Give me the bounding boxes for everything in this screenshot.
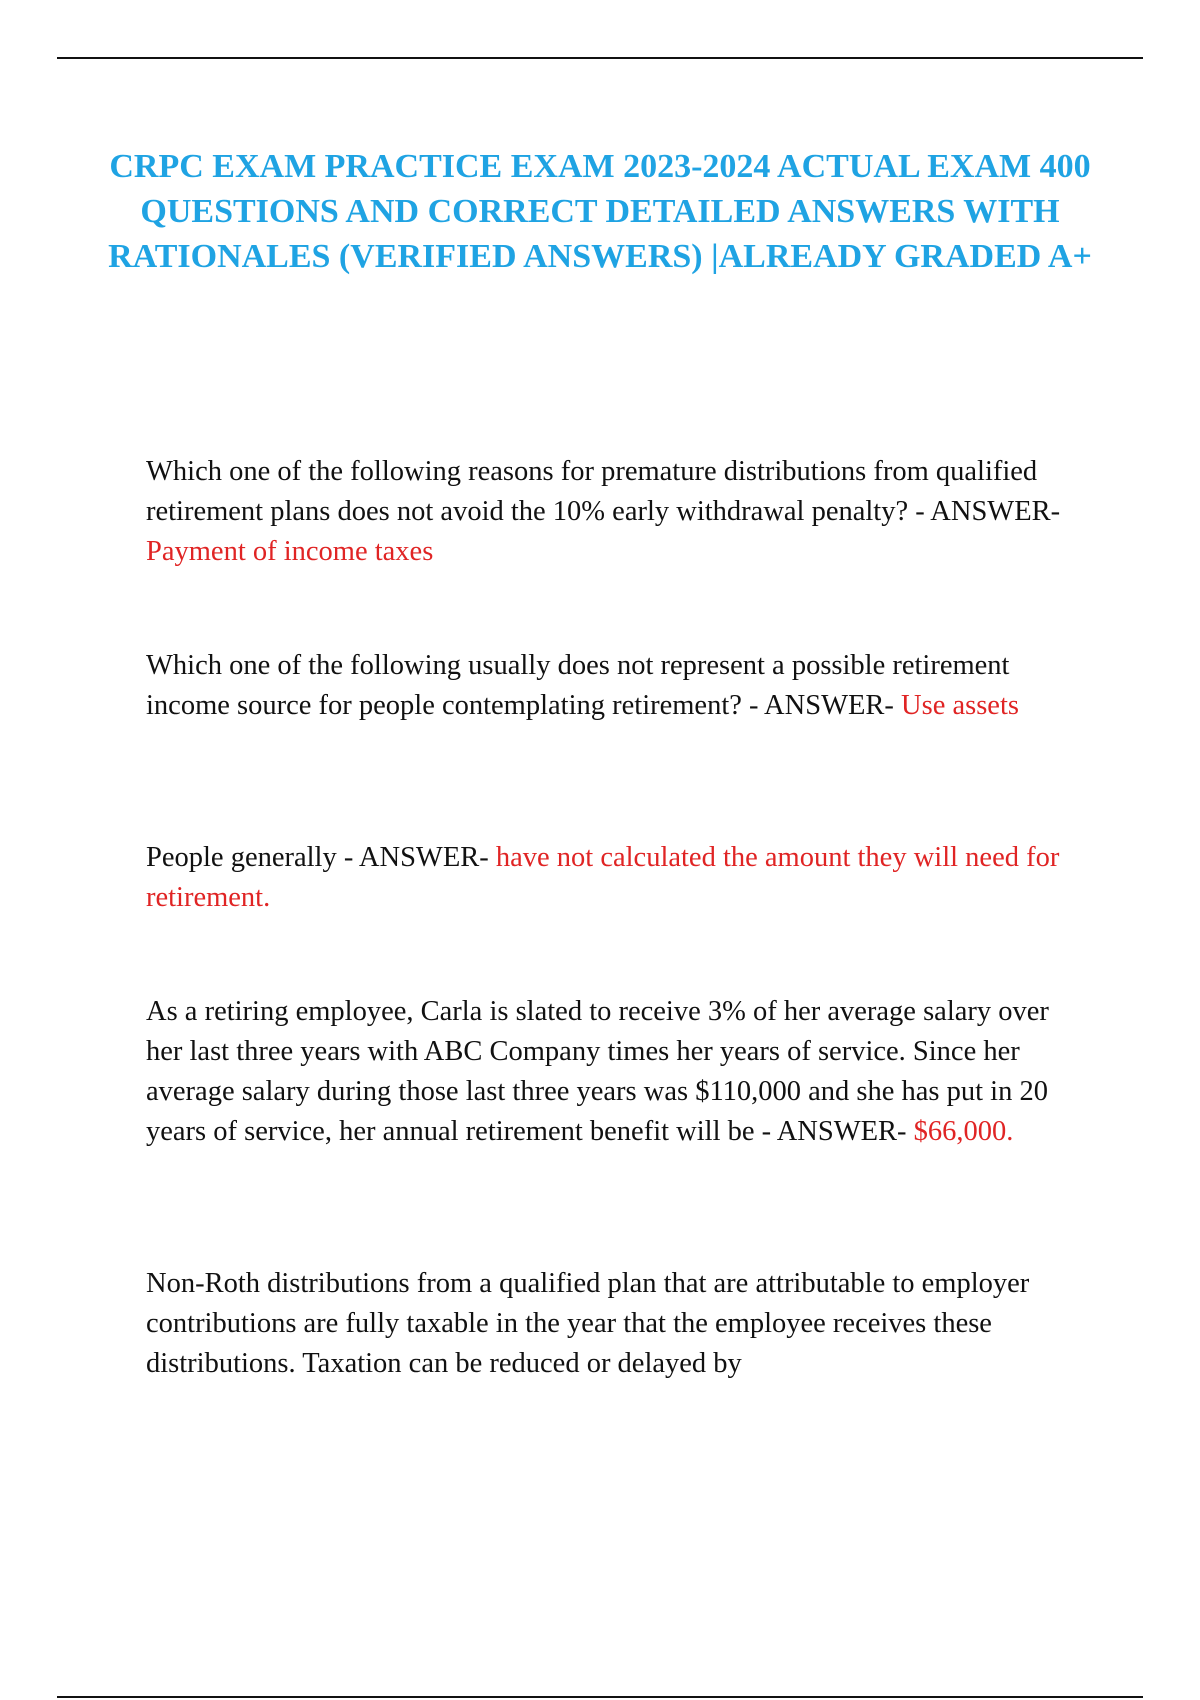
question-item-1 — [146, 452, 1086, 572]
question-text: Non-Roth distributions from a qualified plan that are attributable to employer contributions are fully taxable in the year that the employee receives these distributions. Taxation can be reduced or delayed by — [146, 1268, 1030, 1379]
question-item-3 — [146, 838, 1086, 918]
answer-separator: - ANSWER- — [336, 842, 496, 873]
document-title: CRPC EXAM PRACTICE EXAM 2023-2024 ACTUAL EXAM 400 QUESTIONS AND CORRECT DETAILED ANSWERS WITH RATIONALES (VERIFIED ANSWERS) |ALREADY GRADED A+ — [108, 148, 1092, 275]
bottom-rule — [57, 1696, 1143, 1698]
answer-text: $66,000. — [913, 1116, 1014, 1147]
question-text: Which one of the following reasons for premature distributions from qualified retirement plans does not avoid the 10% early withdrawal penalty? — [146, 456, 1038, 527]
top-rule — [57, 57, 1143, 59]
answer-separator: - ANSWER- — [754, 1116, 914, 1147]
answer-text: have not calculated the amount they will need for retirement. — [146, 842, 1060, 913]
answer-separator: - ANSWER- — [741, 690, 902, 721]
answer-separator: - ANSWER- — [908, 496, 1061, 527]
question-item-5 — [146, 1264, 1086, 1384]
question-text: People generally — [146, 842, 337, 873]
question-text: Which one of the following usually does not represent a possible retirement income source for people contemplating retirement? — [146, 650, 1010, 721]
question-item-2 — [146, 646, 1086, 726]
answer-text: Use assets — [901, 690, 1019, 721]
question-text: As a retiring employee, Carla is slated to receive 3% of her average salary over her last three years with ABC Company times her years of service. Since her average salary during those last three years was $110,000 and she has put in 20 years of service, her annual retirement benefit will be — [146, 996, 1049, 1147]
question-item-4 — [146, 992, 1086, 1152]
answer-text: Payment of income taxes — [146, 536, 434, 567]
